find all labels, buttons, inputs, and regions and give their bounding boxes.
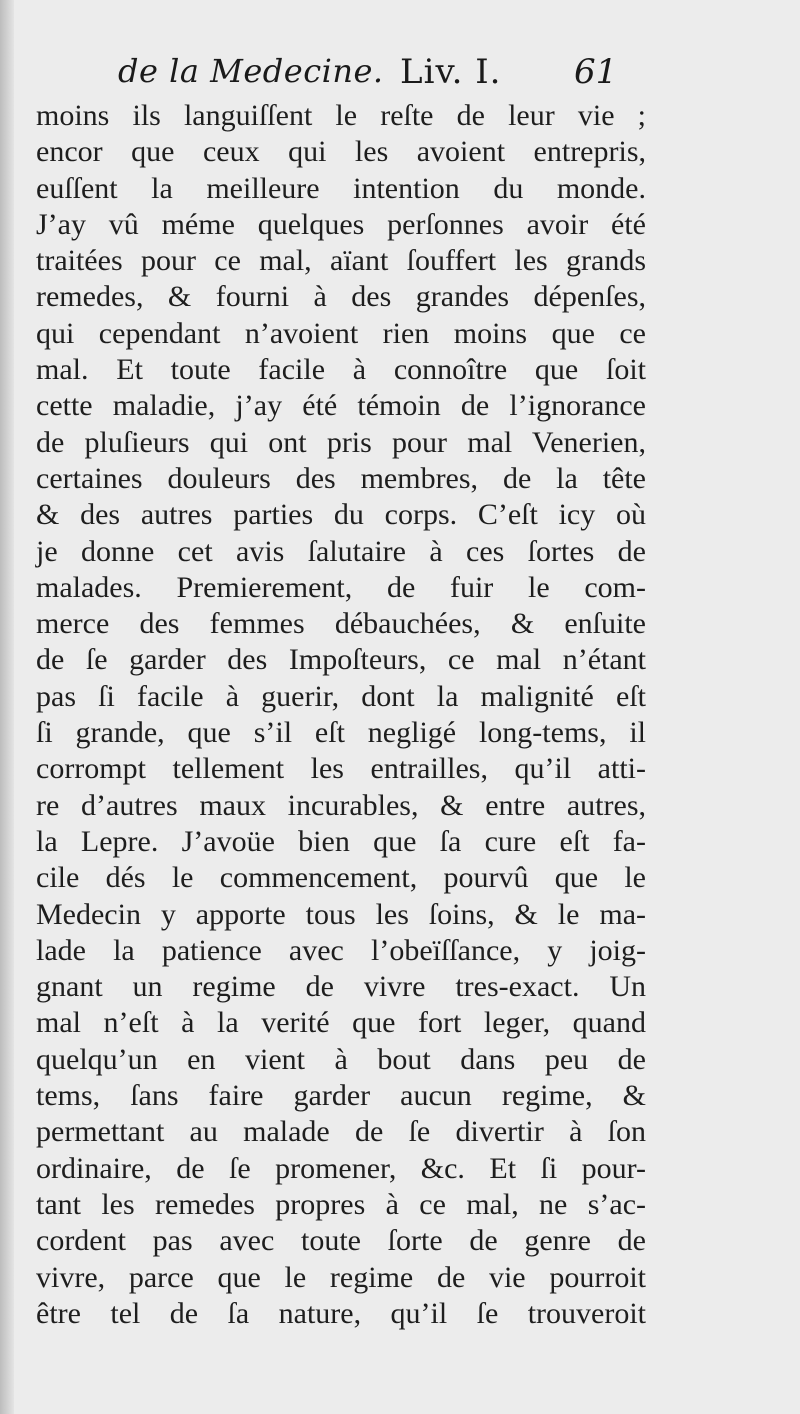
text-line: cile dés le commencement, pourvû que le [36, 861, 646, 895]
text-line: encor que ceux qui les avoient entrepris, [36, 135, 646, 169]
text-line: permettant au malade de ſe divertir à ſon [36, 1115, 646, 1149]
text-line: euſſent la meilleure intention du monde. [36, 171, 646, 205]
text-line: ordinaire, de ſe promener, &c. Et ſi pour- [36, 1151, 646, 1185]
text-line: moins ils languiſſent le reſte de leur vie ; [36, 99, 646, 132]
running-title: de la Medecine. [118, 52, 384, 90]
book-number: Liv. I. [400, 52, 502, 92]
text-line: remedes, & fourni à des grandes dépenſes, [36, 280, 646, 314]
text-line: certaines douleurs des membres, de la tête [36, 461, 646, 495]
text-line: quelqu’un en vient à bout dans peu de [36, 1042, 646, 1076]
text-line: de pluſieurs qui ont pris pour mal Venerien, [36, 425, 646, 459]
text-line: merce des femmes débauchées, & enſuite [36, 607, 646, 641]
text-line: cette maladie, j’ay été témoin de l’ignorance [36, 389, 646, 423]
text-line: je donne cet avis ſalutaire à ces ſortes de [36, 534, 646, 568]
page-number: 61 [574, 52, 618, 92]
text-line: malades. Premierement, de fuir le com- [36, 570, 646, 604]
text-line: la Lepre. J’avoüe bien que ſa cure eſt fa- [36, 824, 646, 858]
text-line: ſi grande, que s’il eſt negligé long-tems, il [36, 716, 646, 750]
text-line: être tel de ſa nature, qu’il ſe trouveroit [36, 1296, 646, 1330]
text-line: J’ay vû méme quelques perſonnes avoir été [36, 207, 646, 241]
text-line: vivre, parce que le regime de vie pourroit [36, 1260, 646, 1294]
text-line: & des autres parties du corps. C’eſt icy où [36, 498, 646, 532]
scan-edge [0, 0, 14, 1414]
running-header [14, 52, 800, 102]
text-line: qui cependant n’avoient rien moins que ce [36, 316, 646, 350]
book-page [14, 0, 800, 1414]
text-line: tant les remedes propres à ce mal, ne s’ac- [36, 1187, 646, 1221]
text-line: Medecin y apporte tous les ſoins, & le ma- [36, 897, 646, 931]
text-line: tems, ſans faire garder aucun regime, & [36, 1079, 646, 1113]
text-line: mal. Et toute facile à connoître que ſoit [36, 353, 646, 387]
text-line: traitées pour ce mal, aïant ſouffert les grands [36, 244, 646, 278]
text-line: de ſe garder des Impoſteurs, ce mal n’étant [36, 643, 646, 677]
body-text [36, 98, 646, 1332]
text-line: pas ſi facile à guerir, dont la malignité eſt [36, 679, 646, 713]
text-line: gnant un regime de vivre tres-exact. Un [36, 970, 646, 1004]
text-line: corrompt tellement les entrailles, qu’il atti- [36, 752, 646, 786]
text-line: mal n’eſt à la verité que fort leger, quand [36, 1006, 646, 1040]
text-line: re d’autres maux incurables, & entre autres, [36, 788, 646, 822]
text-line: cordent pas avec toute ſorte de genre de [36, 1224, 646, 1258]
text-line: lade la patience avec l’obeïſſance, y joig- [36, 933, 646, 967]
